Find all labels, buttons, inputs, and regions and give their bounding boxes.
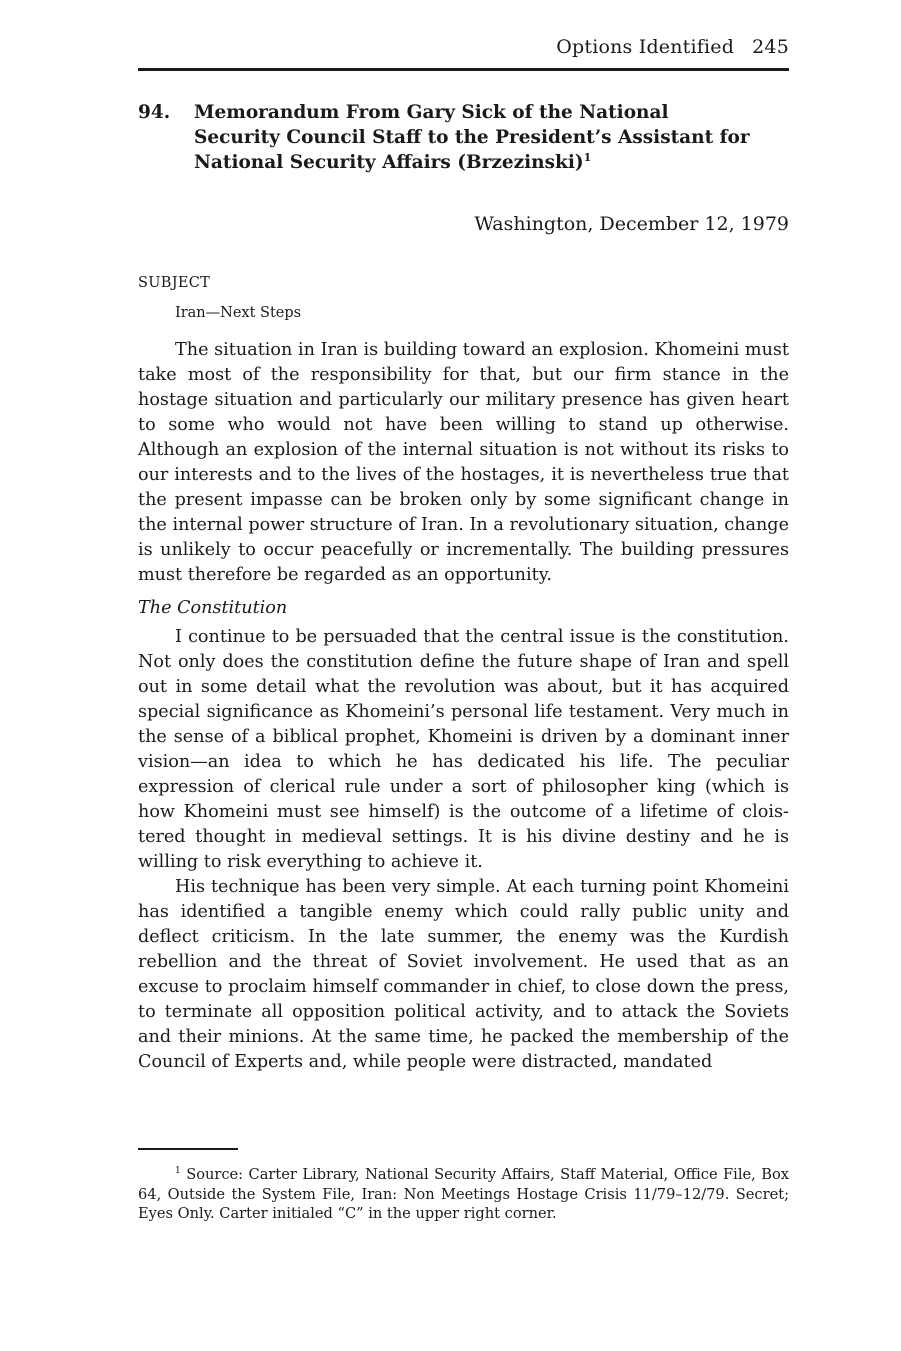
running-head-section: Options Identified — [556, 36, 735, 58]
document-page — [138, 0, 789, 1351]
section-heading: The Constitution — [138, 598, 288, 618]
subject-label: SUBJECT — [138, 275, 211, 291]
footnote-marker: 1 — [175, 1166, 181, 1177]
dateline: Washington, December 12, 1979 — [474, 213, 789, 235]
title-footnote-marker: 1 — [583, 150, 592, 164]
document-number: 94. — [138, 102, 171, 123]
memo-body — [138, 338, 789, 1075]
body-paragraph-1: The situation in Iran is building toward an explosion. Khomeini must take most of the responsibility for that, but our firm stance in the hostage situation and particularly our military presence has given heart to some who would not have been willing to stand up otherwise. Although an explosion of the internal situation is not without its risks to our interests and to the lives of the hostages, it is nevertheless true that the present impasse can be broken only by some significant change in the internal power structure of Iran. In a revolutionary situation, change is unlikely to occur peacefully or incrementally. The building pressures must therefore be regarded as an opportunity. — [138, 340, 789, 585]
footnote-rule — [138, 1148, 238, 1150]
body-paragraph-2: I continue to be persuaded that the central issue is the constitution. Not only does the constitution define the future shape of Iran and spell out in some detail what the revolution was about, but it has acquired special significance as Khomeini’s personal life testament. Very much in the sense of a biblical prophet, Khomeini is driven by a dominant inner vision—an idea to which he has dedicated his life. The peculiar expression of clerical rule under a sort of philosopher king (which is how Khomeini must see himself) is the outcome of a lifetime of cloistered thought in medieval settings. It is his divine destiny and he is willing to risk everything to achieve it. — [138, 627, 789, 872]
header-rule — [138, 68, 789, 71]
subject-text: Iran—Next Steps — [175, 305, 302, 321]
footnote — [138, 1165, 789, 1224]
document-title-block — [194, 100, 754, 175]
body-paragraph-3: His technique has been very simple. At each turning point Khomeini has identified a tangible enemy which could rally public unity and deflect criticism. In the late summer, the enemy was the Kurdish rebellion and the threat of Soviet involvement. He used that as an excuse to proclaim himself commander in chief, to close down the press, to terminate all opposition political activity, and to attack the Soviets and their minions. At the same time, he packed the membership of the Council of Experts and, while people were distracted, mandated — [138, 877, 789, 1072]
document-title: Memorandum From Gary Sick of the National Security Council Staff to the President’s Assistant for National Security Affairs (Brzezinski) — [194, 102, 750, 173]
running-head — [556, 36, 789, 58]
footnote-text: Source: Carter Library, National Security Affairs, Staff Material, Office File, Box 64, Outside the System File, Iran: Non Meetings Hostage Crisis 11/79–12/79. Secret; Eyes Only. Carter initialed “C” in the upper right corner. — [138, 1166, 790, 1222]
page-number: 245 — [752, 36, 789, 58]
document-heading — [138, 100, 789, 175]
